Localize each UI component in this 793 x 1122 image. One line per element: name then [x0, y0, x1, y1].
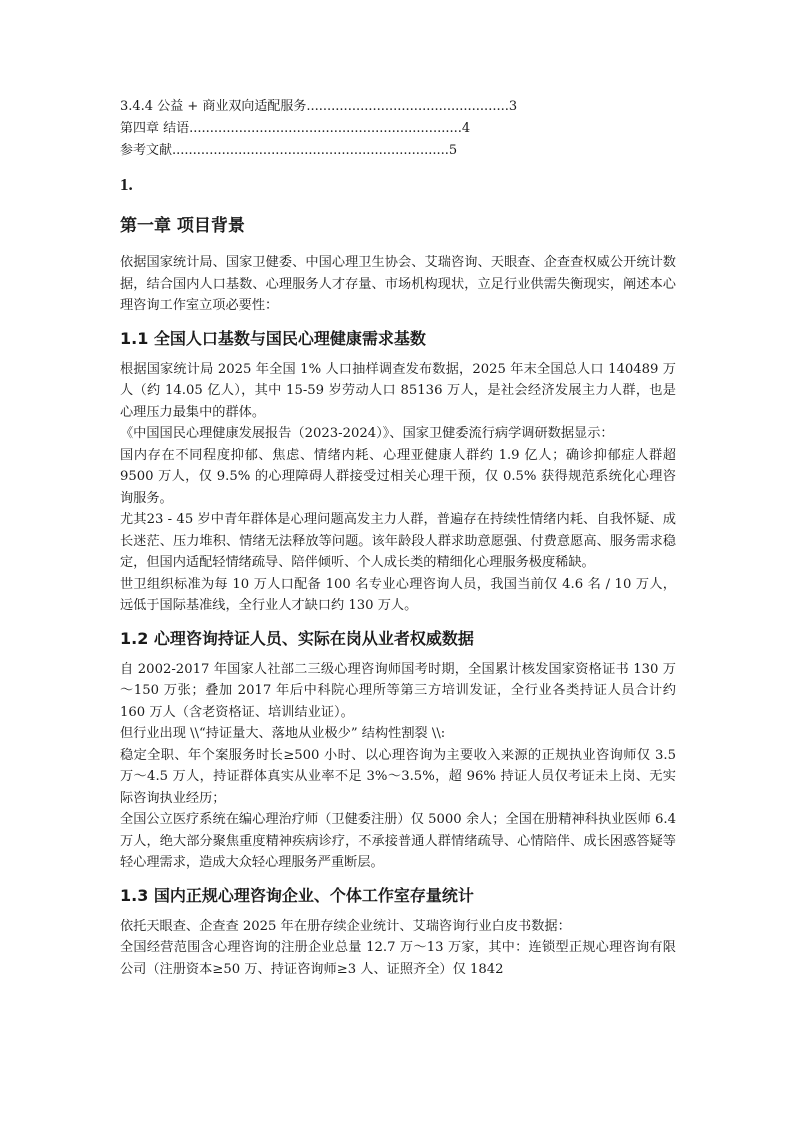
paragraph: 自 2002-2017 年国家人社部二三级心理咨询师国考时期，全国累计核发国家资格证书 130 万～150 万张；叠加 2017 年后中科院心理所等第三方培训发证，全行业各类持证人员合计约 160 万人（含老资格证、培训结业证）。	[120, 661, 676, 720]
paragraph: 《中国国民心理健康发展报告（2023-2024）》、国家卫健委流行病学调研数据显示：	[120, 426, 614, 441]
toc-entry[interactable]: 第四章 结语..................................................................4	[120, 121, 471, 136]
intro-paragraph: 依据国家统计局、国家卫健委、中国心理卫生协会、艾瑞咨询、天眼查、企查查权威公开统计数据，结合国内人口基数、心理服务人才存量、市场机构现状，立足行业供需失衡现实，阐述本心理咨询工作室立项必要性：	[120, 255, 676, 313]
number-heading: 1.	[120, 175, 133, 194]
document-page	[120, 96, 676, 980]
paragraph: 但行业出现 \\“持证量大、落地从业极少” 结构性割裂 \\:	[120, 726, 446, 741]
table-of-contents	[120, 96, 676, 162]
section-heading-1-3: 1.3 国内正规心理咨询企业、个体工作室存量统计	[120, 885, 474, 905]
toc-entry[interactable]: 3.4.4 公益 + 商业双向适配服务.................................................3	[120, 99, 518, 114]
section-heading-1-2: 1.2 心理咨询持证人员、实际在岗从业者权威数据	[120, 628, 474, 648]
toc-entry[interactable]: 参考文献...................................................................5	[120, 143, 458, 158]
paragraph: 世卫组织标准为每 10 万人口配备 100 名专业心理咨询人员，我国当前仅 4.6 名 / 10 万人，远低于国际基准线，全行业人才缺口约 130 万人。	[120, 576, 676, 613]
paragraph: 全国经营范围含心理咨询的注册企业总量 12.7 万～13 万家，其中：连锁型正规心理咨询有限公司（注册资本≥50 万、持证咨询师≥3 人、证照齐全）仅 1842	[120, 940, 676, 977]
section-heading-1-1: 1.1 全国人口基数与国民心理健康需求基数	[120, 328, 426, 348]
paragraph: 根据国家统计局 2025 年全国 1% 人口抽样调查发布数据，2025 年末全国总人口 140489 万人（约 14.05 亿人），其中 15-59 岁劳动人口 85136 万人，是社会经济发展主力人群，也是心理压力最集中的群体。	[120, 361, 676, 420]
paragraph: 国内存在不同程度抑郁、焦虑、情绪内耗、心理亚健康人群约 1.9 亿人；确诊抑郁症人群超 9500 万人，仅 9.5% 的心理障碍人群接受过相关心理干预，仅 0.5% 获得规范系统化心理咨询服务。	[120, 447, 676, 506]
paragraph: 稳定全职、年个案服务时长≥500 小时、以心理咨询为主要收入来源的正规执业咨询师仅 3.5 万～4.5 万人，持证群体真实从业率不足 3%～3.5%，超 96% 持证人员仅考证未上岗、无实际咨询执业经历；	[120, 747, 676, 806]
paragraph: 全国公立医疗系统在编心理治疗师（卫健委注册）仅 5000 余人；全国在册精神科执业医师 6.4 万人，绝大部分聚焦重度精神疾病诊疗，不承接普通人群情绪疏导、心情陪伴、成长困惑答疑等轻心理需求，造成大众轻心理服务严重断层。	[120, 812, 676, 870]
chapter-heading: 第一章 项目背景	[120, 216, 245, 236]
paragraph: 依托天眼查、企查查 2025 年在册存续企业统计、艾瑞咨询行业白皮书数据：	[120, 918, 571, 934]
paragraph: 尤其23 - 45 岁中青年群体是心理问题高发主力人群，普遍存在持续性情绪内耗、自我怀疑、成长迷茫、压力堆积、情绪无法释放等问题。该年龄段人群求助意愿强、付费意愿高、服务需求稳定，但国内适配轻情绪疏导、陪伴倾听、个人成长类的精细化心理服务极度稀缺。	[120, 512, 676, 570]
